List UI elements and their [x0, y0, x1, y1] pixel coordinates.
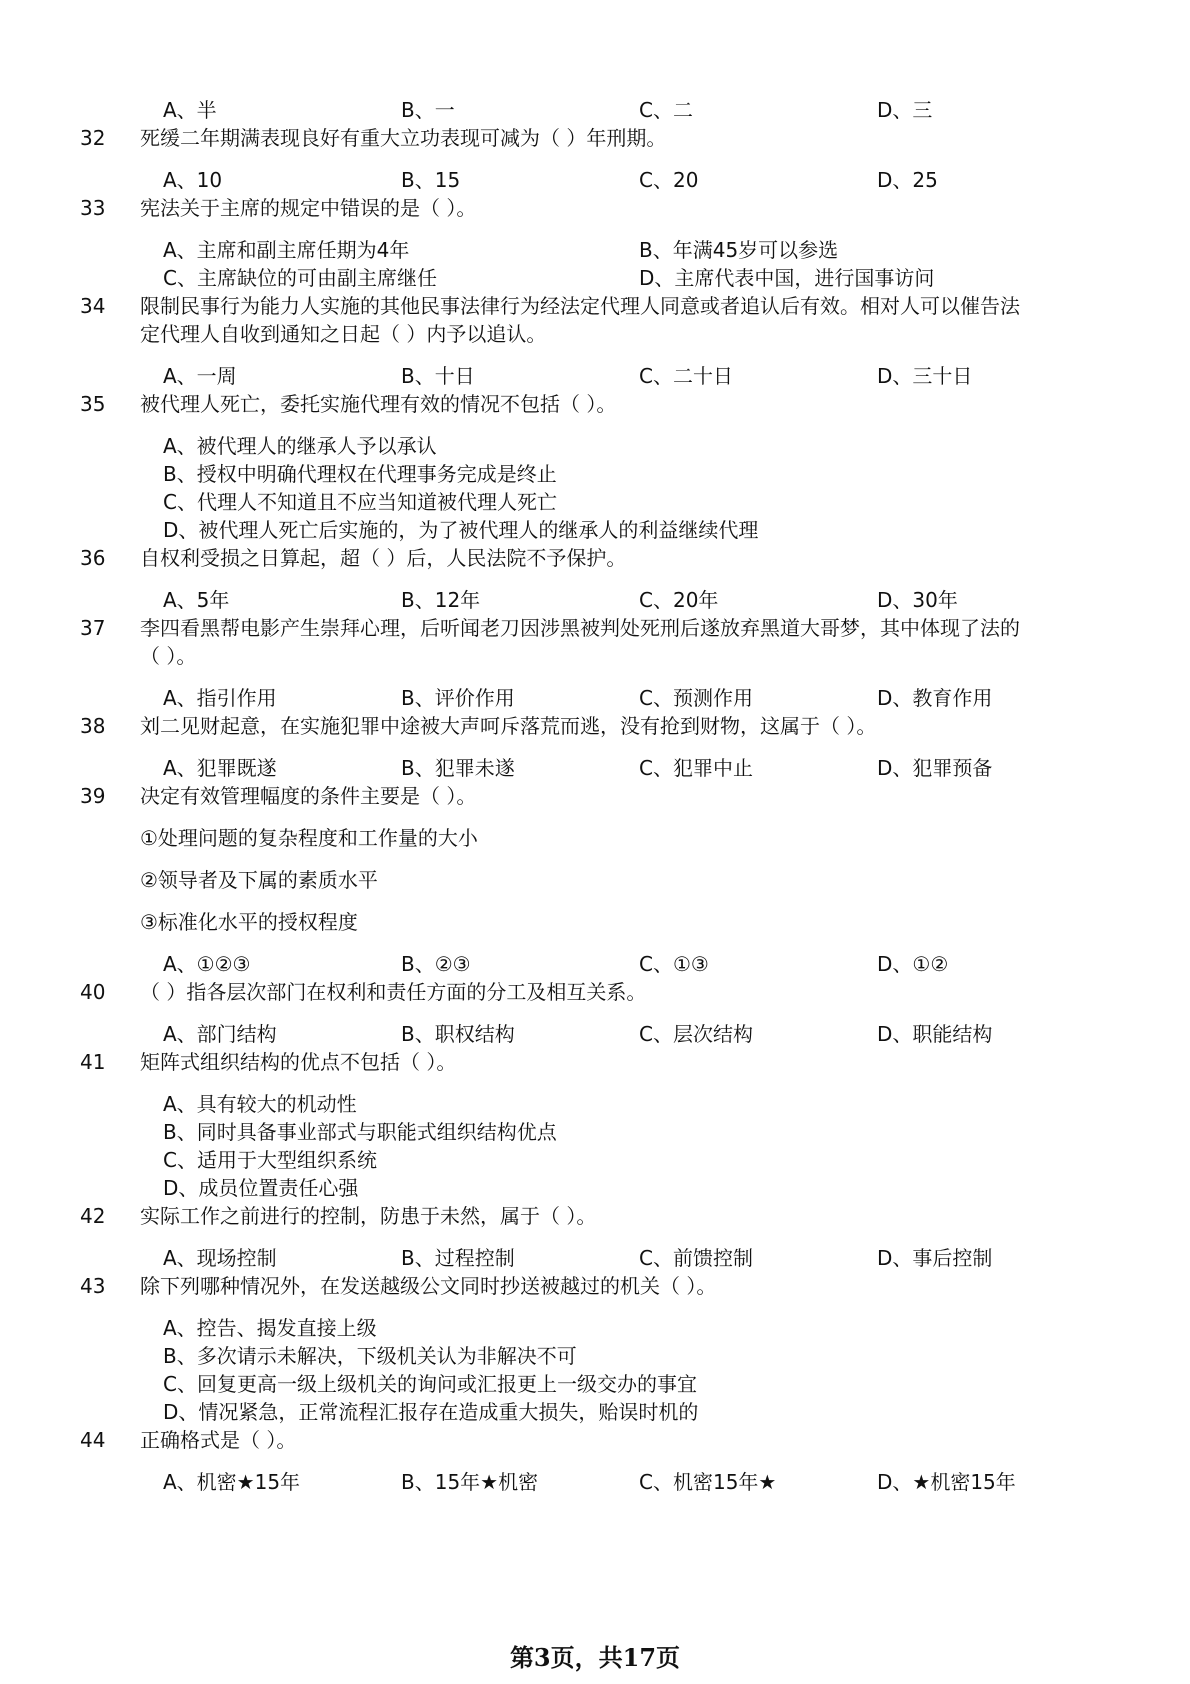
q31-option-d: D、三: [877, 98, 933, 122]
q33-option-d: D、主席代表中国，进行国事访问: [639, 266, 935, 290]
q41-number: 41: [80, 1050, 106, 1074]
q33-option-a: A、主席和副主席任期为4年: [163, 238, 410, 262]
q37-text-line1: 李四看黑帮电影产生崇拜心理，后听闻老刀因涉黑被判处死刑后遂放弃黑道大哥梦，其中体现了法的: [140, 616, 1020, 640]
q41-option-b: B、同时具备事业部式与职能式组织结构优点: [163, 1120, 557, 1144]
q31-option-a: A、半: [163, 98, 217, 122]
q36-text: 自权利受损之日算起，超（ ）后，人民法院不予保护。: [140, 546, 627, 570]
q44-text: 正确格式是（ ）。: [140, 1428, 297, 1452]
q39-option-d: D、①②: [877, 952, 949, 976]
q33-option-b: B、年满45岁可以参选: [639, 238, 839, 262]
q37-option-d: D、教育作用: [877, 686, 993, 710]
q40-option-a: A、部门结构: [163, 1022, 277, 1046]
q37-option-c: C、预测作用: [639, 686, 753, 710]
q32-option-b: B、15: [401, 168, 461, 192]
q39-statement-3: ③标准化水平的授权程度: [140, 910, 358, 934]
q44-option-d: D、★机密15年: [877, 1470, 1016, 1494]
q39-statement-1: ①处理问题的复杂程度和工作量的大小: [140, 826, 478, 850]
q40-option-d: D、职能结构: [877, 1022, 993, 1046]
q36-option-d: D、30年: [877, 588, 958, 612]
q41-option-d: D、成员位置责任心强: [163, 1176, 359, 1200]
q34-text-line2: 定代理人自收到通知之日起（ ）内予以追认。: [140, 322, 547, 346]
q43-option-c: C、回复更高一级上级机关的询问或汇报更上一级交办的事宜: [163, 1372, 697, 1396]
q42-option-b: B、过程控制: [401, 1246, 515, 1270]
q44-option-a: A、机密★15年: [163, 1470, 301, 1494]
q32-number: 32: [80, 126, 106, 150]
q32-option-a: A、10: [163, 168, 223, 192]
q38-option-b: B、犯罪未遂: [401, 756, 515, 780]
q41-option-c: C、适用于大型组织系统: [163, 1148, 377, 1172]
q32-option-c: C、20: [639, 168, 699, 192]
q43-option-a: A、控告、揭发直接上级: [163, 1316, 377, 1340]
q42-option-c: C、前馈控制: [639, 1246, 753, 1270]
q43-option-b: B、多次请示未解决，下级机关认为非解决不可: [163, 1344, 577, 1368]
q31-option-b: B、一: [401, 98, 455, 122]
q38-text: 刘二见财起意，在实施犯罪中途被大声呵斥落荒而逃，没有抢到财物，这属于（ ）。: [140, 714, 877, 738]
q36-option-b: B、12年: [401, 588, 481, 612]
page-footer: 第3页，共17页: [509, 1643, 681, 1672]
q38-option-a: A、犯罪既遂: [163, 756, 277, 780]
q34-number: 34: [80, 294, 106, 318]
q39-option-c: C、①③: [639, 952, 709, 976]
q42-option-d: D、事后控制: [877, 1246, 993, 1270]
q37-text-line2: （ ）。: [140, 644, 197, 668]
q40-number: 40: [80, 980, 106, 1004]
q39-number: 39: [80, 784, 106, 808]
q33-number: 33: [80, 196, 106, 220]
q35-text: 被代理人死亡，委托实施代理有效的情况不包括（ ）。: [140, 392, 617, 416]
q34-option-d: D、三十日: [877, 364, 973, 388]
q32-text: 死缓二年期满表现良好有重大立功表现可减为（ ）年刑期。: [140, 126, 667, 150]
q39-option-a: A、①②③: [163, 952, 251, 976]
q42-text: 实际工作之前进行的控制，防患于未然，属于（ ）。: [140, 1204, 597, 1228]
q41-text: 矩阵式组织结构的优点不包括（ ）。: [140, 1050, 457, 1074]
q33-text: 宪法关于主席的规定中错误的是（ ）。: [140, 196, 477, 220]
q43-number: 43: [80, 1274, 106, 1298]
q35-option-c: C、代理人不知道且不应当知道被代理人死亡: [163, 490, 557, 514]
q35-option-b: B、授权中明确代理权在代理事务完成是终止: [163, 462, 557, 486]
q43-option-d: D、情况紧急，正常流程汇报存在造成重大损失，贻误时机的: [163, 1400, 699, 1424]
q39-text: 决定有效管理幅度的条件主要是（ ）。: [140, 784, 477, 808]
q36-option-a: A、5年: [163, 588, 230, 612]
q40-text: （ ）指各层次部门在权利和责任方面的分工及相互关系。: [140, 980, 647, 1004]
q40-option-b: B、职权结构: [401, 1022, 515, 1046]
q37-option-b: B、评价作用: [401, 686, 515, 710]
q38-option-d: D、犯罪预备: [877, 756, 993, 780]
q37-option-a: A、指引作用: [163, 686, 277, 710]
q41-option-a: A、具有较大的机动性: [163, 1092, 357, 1116]
q44-option-b: B、15年★机密: [401, 1470, 539, 1494]
q32-option-d: D、25: [877, 168, 938, 192]
q38-number: 38: [80, 714, 106, 738]
q34-option-c: C、二十日: [639, 364, 733, 388]
q39-option-b: B、②③: [401, 952, 471, 976]
q35-option-d: D、被代理人死亡后实施的，为了被代理人的继承人的利益继续代理: [163, 518, 759, 542]
q42-option-a: A、现场控制: [163, 1246, 277, 1270]
q42-number: 42: [80, 1204, 106, 1228]
q34-option-b: B、十日: [401, 364, 475, 388]
q34-text-line1: 限制民事行为能力人实施的其他民事法律行为经法定代理人同意或者追认后有效。相对人可以催告法: [140, 294, 1020, 318]
q39-statement-2: ②领导者及下属的素质水平: [140, 868, 378, 892]
q33-option-c: C、主席缺位的可由副主席继任: [163, 266, 437, 290]
q40-option-c: C、层次结构: [639, 1022, 753, 1046]
q35-number: 35: [80, 392, 106, 416]
q37-number: 37: [80, 616, 106, 640]
q38-option-c: C、犯罪中止: [639, 756, 753, 780]
q44-option-c: C、机密15年★: [639, 1470, 777, 1494]
q36-number: 36: [80, 546, 106, 570]
q44-number: 44: [80, 1428, 106, 1452]
q34-option-a: A、一周: [163, 364, 237, 388]
q31-option-c: C、二: [639, 98, 693, 122]
q36-option-c: C、20年: [639, 588, 719, 612]
q43-text: 除下列哪种情况外，在发送越级公文同时抄送被越过的机关（ ）。: [140, 1274, 717, 1298]
q35-option-a: A、被代理人的继承人予以承认: [163, 434, 437, 458]
